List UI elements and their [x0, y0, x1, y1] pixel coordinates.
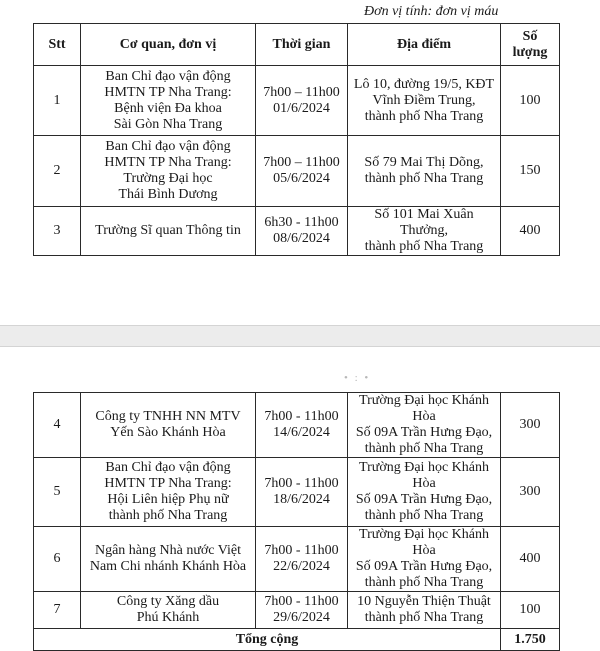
page-break — [0, 325, 600, 347]
cell-stt: 3 — [34, 207, 81, 256]
table-row — [34, 136, 560, 207]
cell-stt: 5 — [34, 458, 81, 527]
cell-qty: 300 — [501, 458, 560, 527]
cell-place: Số 101 Mai Xuân Thưởng, thành phố Nha Trang — [348, 207, 501, 256]
cell-stt: 2 — [34, 136, 81, 207]
table-row — [34, 527, 560, 592]
header-row — [34, 24, 560, 66]
cell-place: Trường Đại học Khánh Hòa Số 09A Trần Hưng Đạo, thành phố Nha Trang — [348, 393, 501, 458]
header-time: Thời gian — [256, 24, 348, 66]
cell-stt: 1 — [34, 66, 81, 136]
total-row — [34, 629, 560, 651]
blood-donation-schedule-table-page-2 — [33, 392, 560, 651]
cell-org: Ban Chỉ đạo vận động HMTN TP Nha Trang: Bệnh viện Đa khoa Sài Gòn Nha Trang — [81, 66, 256, 136]
table-row — [34, 458, 560, 527]
cell-time: 6h30 - 11h00 08/6/2024 — [256, 207, 348, 256]
cell-time: 7h00 - 11h00 29/6/2024 — [256, 592, 348, 629]
cell-time: 7h00 – 11h00 05/6/2024 — [256, 136, 348, 207]
cell-qty: 100 — [501, 66, 560, 136]
cell-time: 7h00 - 11h00 14/6/2024 — [256, 393, 348, 458]
unit-note: Đơn vị tính: đơn vị máu — [364, 4, 499, 19]
cell-stt: 7 — [34, 592, 81, 629]
header-place: Địa điểm — [348, 24, 501, 66]
cell-place: 10 Nguyễn Thiện Thuật thành phố Nha Trang — [348, 592, 501, 629]
table-row — [34, 207, 560, 256]
cell-time: 7h00 - 11h00 18/6/2024 — [256, 458, 348, 527]
scan-mark: • : • — [344, 372, 371, 384]
cell-org: Ban Chỉ đạo vận động HMTN TP Nha Trang: Hội Liên hiệp Phụ nữ thành phố Nha Trang — [81, 458, 256, 527]
header-stt: Stt — [34, 24, 81, 66]
cell-time: 7h00 - 11h00 22/6/2024 — [256, 527, 348, 592]
cell-qty: 150 — [501, 136, 560, 207]
cell-time: 7h00 – 11h00 01/6/2024 — [256, 66, 348, 136]
cell-qty: 400 — [501, 527, 560, 592]
cell-org: Trường Sĩ quan Thông tin — [81, 207, 256, 256]
cell-place: Lô 10, đường 19/5, KĐT Vĩnh Điềm Trung, thành phố Nha Trang — [348, 66, 501, 136]
cell-place: Số 79 Mai Thị Dõng, thành phố Nha Trang — [348, 136, 501, 207]
table-row — [34, 592, 560, 629]
header-org: Cơ quan, đơn vị — [81, 24, 256, 66]
header-qty: Số lượng — [501, 24, 560, 66]
cell-org: Ngân hàng Nhà nước Việt Nam Chi nhánh Khánh Hòa — [81, 527, 256, 592]
blood-donation-schedule-table-page-1 — [33, 23, 560, 256]
cell-qty: 400 — [501, 207, 560, 256]
table-row — [34, 66, 560, 136]
cell-stt: 4 — [34, 393, 81, 458]
table-row — [34, 393, 560, 458]
cell-qty: 300 — [501, 393, 560, 458]
cell-org: Công ty TNHH NN MTV Yến Sào Khánh Hòa — [81, 393, 256, 458]
total-value: 1.750 — [501, 629, 560, 651]
total-label: Tổng cộng — [34, 629, 501, 651]
cell-place: Trường Đại học Khánh Hòa Số 09A Trần Hưng Đạo, thành phố Nha Trang — [348, 458, 501, 527]
cell-stt: 6 — [34, 527, 81, 592]
cell-org: Công ty Xăng dầu Phú Khánh — [81, 592, 256, 629]
cell-org: Ban Chỉ đạo vận động HMTN TP Nha Trang: Trường Đại học Thái Bình Dương — [81, 136, 256, 207]
cell-place: Trường Đại học Khánh Hòa Số 09A Trần Hưng Đạo, thành phố Nha Trang — [348, 527, 501, 592]
cell-qty: 100 — [501, 592, 560, 629]
